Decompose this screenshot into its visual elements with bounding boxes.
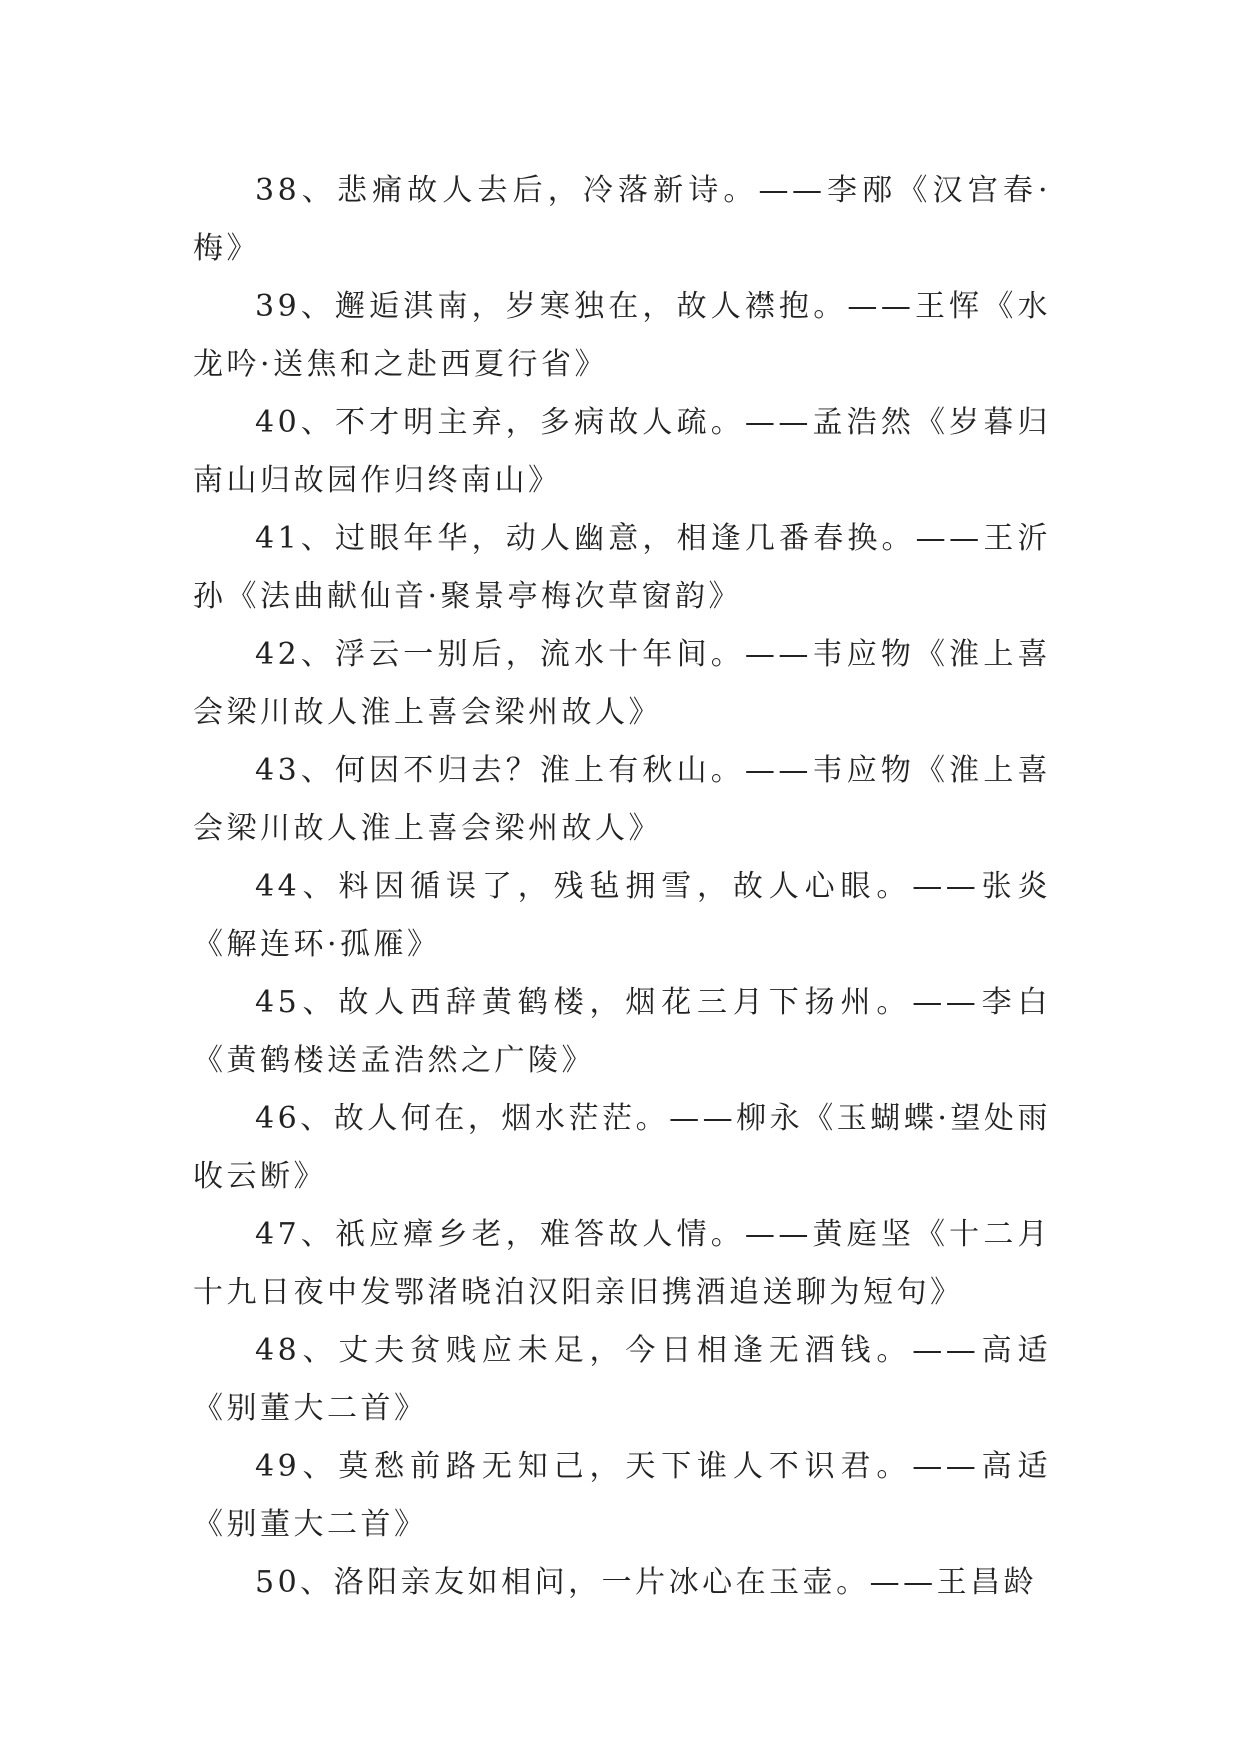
document-body bbox=[193, 162, 1051, 1612]
quote-paragraph-46: 46、故人何在，烟水茫茫。——柳永《玉蝴蝶·望处雨收云断》 bbox=[193, 1101, 1051, 1194]
quote-paragraph-42: 42、浮云一别后，流水十年间。——韦应物《淮上喜会梁川故人淮上喜会梁州故人》 bbox=[193, 637, 1051, 730]
quote-paragraph-47: 47、祇应瘴乡老，难答故人情。——黄庭坚《十二月十九日夜中发鄂渚晓泊汉阳亲旧携酒追送聊为短句》 bbox=[193, 1217, 1051, 1310]
quote-paragraph-43: 43、何因不归去？淮上有秋山。——韦应物《淮上喜会梁川故人淮上喜会梁州故人》 bbox=[193, 753, 1051, 846]
quote-paragraph-49: 49、莫愁前路无知己，天下谁人不识君。——高适《别董大二首》 bbox=[193, 1449, 1051, 1542]
quote-paragraph-44: 44、料因循误了，残毡拥雪，故人心眼。——张炎《解连环·孤雁》 bbox=[193, 869, 1051, 962]
quote-paragraph-45: 45、故人西辞黄鹤楼，烟花三月下扬州。——李白《黄鹤楼送孟浩然之广陵》 bbox=[193, 985, 1051, 1078]
quote-paragraph-40: 40、不才明主弃，多病故人疏。——孟浩然《岁暮归南山归故园作归终南山》 bbox=[193, 405, 1051, 498]
quote-paragraph-39: 39、邂逅淇南，岁寒独在，故人襟抱。——王恽《水龙吟·送焦和之赴西夏行省》 bbox=[193, 289, 1051, 382]
quote-paragraph-48: 48、丈夫贫贱应未足，今日相逢无酒钱。——高适《别董大二首》 bbox=[193, 1333, 1051, 1426]
quote-paragraph-38: 38、悲痛故人去后，冷落新诗。——李邴《汉宫春·梅》 bbox=[193, 173, 1051, 266]
quote-paragraph-41: 41、过眼年华，动人幽意，相逢几番春换。——王沂孙《法曲献仙音·聚景亭梅次草窗韵》 bbox=[193, 521, 1051, 614]
quote-paragraph-50: 50、洛阳亲友如相问，一片冰心在玉壶。——王昌龄 bbox=[255, 1565, 1038, 1600]
